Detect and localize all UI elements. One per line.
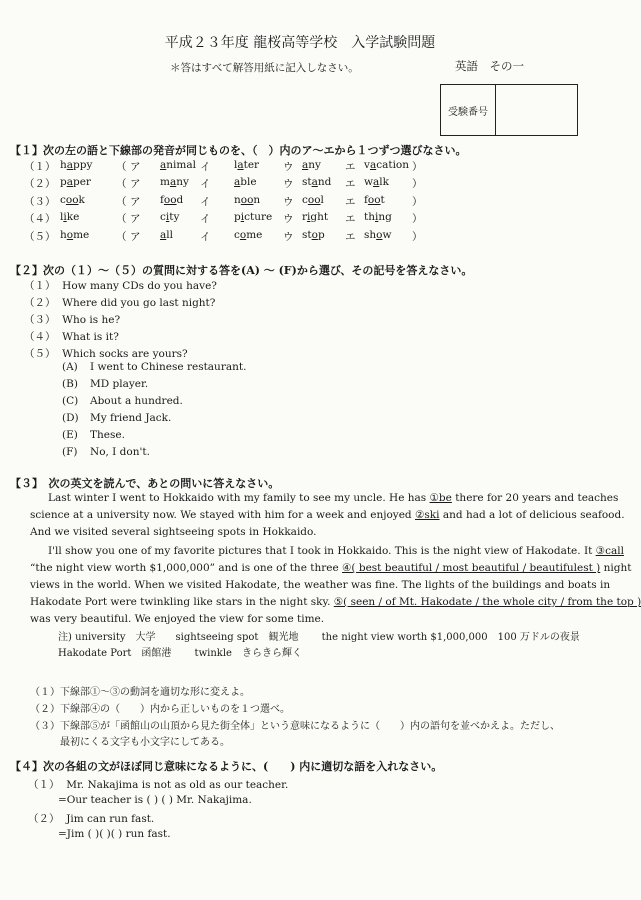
q4-item-1: （１） Mr. Nakajima is not as old as our teacher.	[28, 779, 289, 791]
q1-option-word: cool	[302, 194, 324, 206]
q2-question: （１） How many CDs do you have?	[24, 280, 217, 292]
q1-option-kana: ア	[130, 231, 141, 243]
q4-item-2-eq: =Jim ( )( )( ) run fast.	[58, 828, 171, 840]
q1-option-kana: エ	[345, 161, 356, 173]
q1-row-word: happy	[60, 159, 93, 171]
q1-row-close-paren: ）	[412, 213, 423, 225]
instruction-note: ＊答はすべて解答用紙に記入しなさい。	[170, 62, 359, 74]
q1-option-kana: ウ	[283, 161, 294, 173]
q4-item-1-eq: =Our teacher is ( ) ( ) Mr. Nakajima.	[58, 794, 252, 806]
q1-option-word: later	[234, 159, 260, 171]
q1-option-kana: エ	[345, 178, 356, 190]
q1-option-word: show	[364, 229, 392, 241]
q1-option-kana: ア	[130, 161, 141, 173]
underline-5: ⑤( seen / of Mt. Hakodate / the whole city / from the top )	[333, 596, 641, 608]
q1-option-word: foot	[364, 194, 385, 206]
q3-p1-line3: And we visited several sightseeing spots in Hokkaido.	[30, 526, 317, 538]
exam-number-box	[440, 84, 578, 136]
q2-answer-text: My friend Jack.	[90, 412, 172, 424]
q3-subq-3-cont: 最初にくる文字も小文字にしてある。	[60, 737, 230, 748]
underline-2: ②ski	[415, 509, 440, 521]
q3-p2-line3: views in the world. When we visited Hakodate, the weather was fine. The lights of the buildings and boats in	[30, 579, 611, 591]
q1-heading: 【１】次の左の語と下線部の発音が同じものを、（ ）内のア～エから１つずつ選びなさい。	[10, 144, 467, 157]
q1-row-word: cook	[60, 194, 85, 206]
q3-heading: 【３】 次の英文を読んで、あとの問いに答えなさい。	[10, 477, 280, 490]
q1-row-close-paren: ）	[412, 178, 423, 190]
subject-label: 英語 その一	[455, 59, 524, 73]
q1-option-word: all	[160, 229, 173, 241]
q3-p2-line2: “the night view worth $1,000,000” and is one of the three ④( best beautiful / most beautiful / beautifulest ) night	[30, 562, 632, 574]
underline-3: ③call	[595, 545, 624, 557]
q1-option-word: stop	[302, 229, 325, 241]
q1-option-kana: エ	[345, 213, 356, 225]
q1-option-kana: エ	[345, 196, 356, 208]
q3-subq-2: （２）下線部④の（ ）内から正しいものを１つ選べ。	[30, 704, 290, 715]
q3-notes-line1: 注) university 大学 sightseeing spot 観光地 the night view worth $1,000,000 100 万ドルの夜景	[58, 632, 580, 643]
q2-question: （５） Which socks are yours?	[24, 348, 188, 360]
q1-row-num: （２）	[24, 178, 56, 190]
q1-option-word: right	[302, 211, 329, 223]
q2-heading: 【２】次の（１）～（５）の質問に対する答を(A) ～ (F)から選び、その記号を答えなさい。	[10, 264, 473, 277]
q1-option-word: city	[160, 211, 180, 223]
q1-option-kana: ア	[130, 178, 141, 190]
q1-option-kana: ウ	[283, 231, 294, 243]
q1-row-word: paper	[60, 176, 91, 188]
q3-subq-3: （３）下線部⑤が「函館山の山頂から見た街全体」という意味になるように（ ）内の語句を並べかえよ。ただし、	[30, 721, 560, 732]
q2-answer-label: (C)	[62, 395, 79, 407]
q2-answer-label: (A)	[62, 361, 78, 373]
q3-p2-line5: was very beautiful. We enjoyed the view for some time.	[30, 613, 325, 625]
q1-option-word: able	[234, 176, 257, 188]
q1-row-num: （１）	[24, 161, 56, 173]
q2-question: （３） Who is he?	[24, 314, 121, 326]
q1-option-word: walk	[364, 176, 389, 188]
q1-row-open-paren: （	[116, 231, 127, 243]
q2-answer-text: I went to Chinese restaurant.	[90, 361, 247, 373]
underline-1: ①be	[429, 492, 452, 504]
q1-row-word: home	[60, 229, 90, 241]
q2-answer-label: (F)	[62, 446, 78, 458]
q1-row-close-paren: ）	[412, 196, 423, 208]
q2-answer-text: No, I don't.	[90, 446, 150, 458]
q1-option-word: picture	[234, 211, 273, 223]
q1-option-word: thing	[364, 211, 392, 223]
exam-number-field[interactable]	[496, 85, 577, 135]
q1-option-kana: ア	[130, 196, 141, 208]
exam-number-label: 受験番号	[441, 85, 496, 135]
q2-answer-text: These.	[90, 429, 125, 441]
q3-p1-line1: Last winter I went to Hokkaido with my family to see my uncle. He has ①be there for 20 years and teaches	[48, 492, 619, 504]
q1-option-kana: ウ	[283, 178, 294, 190]
q1-row-num: （４）	[24, 213, 56, 225]
q1-row-open-paren: （	[116, 161, 127, 173]
q4-heading: 【４】次の各組の文がほぼ同じ意味になるように、( ) 内に適切な語を入れなさい。	[10, 760, 443, 773]
q1-option-word: vacation	[364, 159, 410, 171]
q1-option-word: come	[234, 229, 263, 241]
q2-answer-text: MD player.	[90, 378, 149, 390]
q2-answer-label: (D)	[62, 412, 79, 424]
q1-row-num: （５）	[24, 231, 56, 243]
q1-row-open-paren: （	[116, 178, 127, 190]
q3-p1-line2: science at a university now. We stayed with him for a week and enjoyed ②ski and had a lot of delicious seafood.	[30, 509, 625, 521]
q2-question: （４） What is it?	[24, 331, 119, 343]
q3-notes-line2: Hakodate Port 函館港 twinkle きらきら輝く	[58, 648, 302, 659]
q1-option-word: many	[160, 176, 189, 188]
q1-row-num: （３）	[24, 196, 56, 208]
q2-question: （２） Where did you go last night?	[24, 297, 216, 309]
q1-row-open-paren: （	[116, 196, 127, 208]
q1-option-kana: ウ	[283, 213, 294, 225]
q1-option-word: noon	[234, 194, 261, 206]
q1-option-word: food	[160, 194, 184, 206]
q1-option-word: any	[302, 159, 321, 171]
q3-p2-line1: I'll show you one of my favorite pictures that I took in Hokkaido. This is the night view of Hakodate. It ③call	[48, 545, 624, 557]
q1-option-kana: イ	[200, 231, 211, 243]
q2-answer-label: (E)	[62, 429, 78, 441]
q1-option-kana: ウ	[283, 196, 294, 208]
q1-option-kana: イ	[200, 196, 211, 208]
q1-option-kana: エ	[345, 231, 356, 243]
q1-row-close-paren: ）	[412, 161, 423, 173]
underline-4: ④( best beautiful / most beautiful / beautifulest )	[342, 562, 601, 574]
q2-answer-text: About a hundred.	[90, 395, 183, 407]
q1-row-close-paren: ）	[412, 231, 423, 243]
q1-row-word: like	[60, 211, 80, 223]
q1-option-word: stand	[302, 176, 332, 188]
q1-option-kana: イ	[200, 161, 211, 173]
q2-answer-label: (B)	[62, 378, 78, 390]
q3-subq-1: （１）下線部①～③の動詞を適切な形に変えよ。	[30, 687, 250, 698]
q1-option-word: animal	[160, 159, 196, 171]
q3-p2-line4: Hakodate Port were twinkling like stars in the night sky. ⑤( seen / of Mt. Hakodate / the whole city / from the top )	[30, 596, 641, 608]
q1-row-open-paren: （	[116, 213, 127, 225]
page-title: 平成２３年度 龍桜高等学校 入学試験問題	[164, 35, 436, 51]
q4-item-2: （２） Jim can run fast.	[28, 813, 155, 825]
q1-option-kana: イ	[200, 213, 211, 225]
q1-option-kana: ア	[130, 213, 141, 225]
q1-option-kana: イ	[200, 178, 211, 190]
